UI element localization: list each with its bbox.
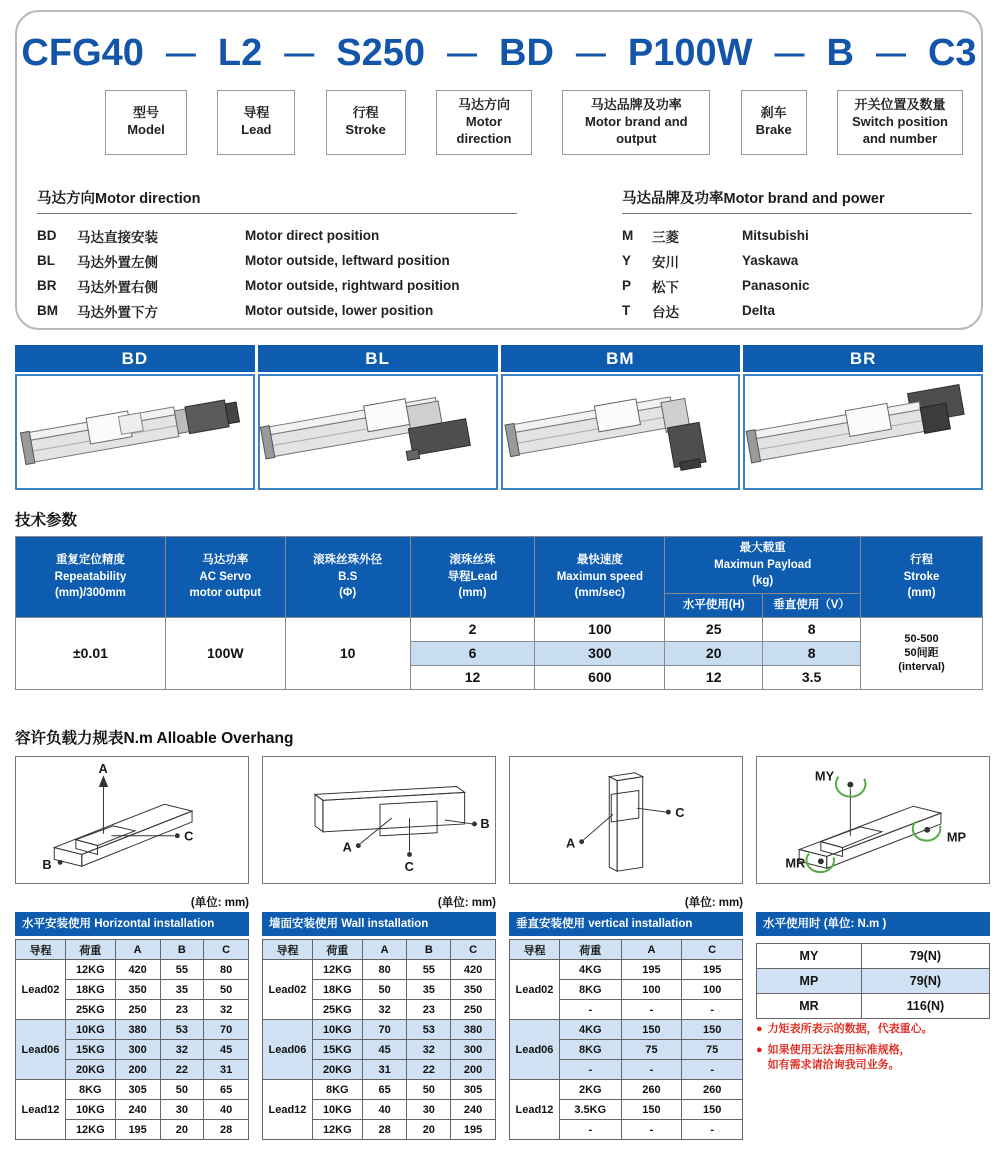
actuator-br-drawing bbox=[745, 376, 981, 488]
item-en: Delta bbox=[742, 303, 776, 318]
item-zh: 台达 bbox=[652, 304, 679, 320]
panel-bd bbox=[15, 345, 255, 490]
table-row: Lead12 8KG 305 50 65 bbox=[16, 1080, 249, 1100]
vertical-installation-table bbox=[509, 912, 743, 1140]
model-segment: B bbox=[826, 32, 854, 74]
model-segment: S250 bbox=[336, 32, 426, 74]
col-header: 荷重 bbox=[312, 940, 362, 960]
table-row: 12KG 195 20 28 bbox=[16, 1120, 249, 1140]
col-header: 荷重 bbox=[65, 940, 115, 960]
unit-label-mm: (单位: mm) bbox=[190, 897, 249, 909]
lead-label: Lead02 bbox=[16, 960, 66, 1020]
th-lead: 滚珠丝珠 导程Lead (mm) bbox=[410, 537, 535, 618]
cell-payload-h: 12 bbox=[665, 665, 763, 689]
motor-brand-item bbox=[622, 273, 972, 298]
diagram-label-my: MY bbox=[814, 768, 835, 784]
legend-zh: 马达方向 bbox=[457, 97, 510, 112]
table-row: Lead06 10KG 380 53 70 bbox=[16, 1020, 249, 1040]
diagram-label-a: A bbox=[565, 835, 576, 851]
cell-speed: 100 bbox=[535, 617, 665, 641]
cell-payload-v: 8 bbox=[763, 617, 861, 641]
panel-bl bbox=[258, 345, 498, 490]
item-code: BD bbox=[37, 228, 57, 243]
moment-table bbox=[756, 943, 990, 1019]
legend-box-lead bbox=[217, 90, 295, 155]
col-header: 导程 bbox=[510, 940, 560, 960]
table-row: 3.5KG 150 150 bbox=[510, 1100, 743, 1120]
table-row: 10KG 40 30 240 bbox=[263, 1100, 496, 1120]
title-en: Motor direction bbox=[95, 191, 201, 207]
note-text: 如果使用无法套用标准规格， bbox=[767, 1044, 911, 1056]
panel-bd-image bbox=[15, 374, 255, 490]
diagram-label-c: C bbox=[404, 859, 414, 875]
diagram-vertical bbox=[509, 756, 743, 884]
legend-en: Stroke bbox=[345, 122, 386, 138]
motor-brand-title bbox=[622, 187, 972, 214]
legend-en: Model bbox=[127, 122, 165, 138]
motor-direction-item bbox=[37, 298, 517, 323]
legend-en: Brake bbox=[755, 122, 792, 138]
dash-separator: — bbox=[165, 36, 196, 70]
header-row bbox=[16, 940, 249, 960]
panel-br bbox=[743, 345, 983, 490]
item-code: Y bbox=[622, 253, 632, 268]
diagram-label-a: A bbox=[342, 839, 352, 855]
legend-box-stroke bbox=[326, 90, 406, 155]
dash-separator: — bbox=[447, 36, 478, 70]
motor-brand-list bbox=[622, 187, 972, 323]
dash-separator: — bbox=[284, 36, 315, 70]
th-payload-horizontal: 水平使用(H) bbox=[665, 594, 763, 618]
diagram-horizontal bbox=[15, 756, 249, 884]
overhang-title: 容许负载力规表N.m Alloable Overhang bbox=[15, 730, 294, 747]
vertical-installation-title: 垂直安装使用 vertical installation bbox=[509, 912, 743, 936]
col-header: 荷重 bbox=[559, 940, 621, 960]
item-zh: 马达直接安装 bbox=[77, 229, 158, 245]
notes-block bbox=[756, 1022, 996, 1079]
th-payload-vertical: 垂直使用（V） bbox=[763, 594, 861, 618]
bullet-icon: ● bbox=[756, 1023, 763, 1035]
table-row: 18KG 350 35 50 bbox=[16, 980, 249, 1000]
legend-zh: 马达品牌及功率 bbox=[590, 97, 682, 112]
table-row: 10KG 240 30 40 bbox=[16, 1100, 249, 1120]
table-row: Lead02 12KG 80 55 420 bbox=[263, 960, 496, 980]
lead-label: Lead06 bbox=[510, 1020, 560, 1080]
legend-en: Switch position and number bbox=[851, 113, 948, 146]
table-row: Lead06 10KG 70 53 380 bbox=[263, 1020, 496, 1040]
item-code: T bbox=[622, 303, 631, 318]
title-zh: 马达方向 bbox=[37, 191, 95, 207]
panel-bl-image bbox=[258, 374, 498, 490]
item-zh: 马达外置左侧 bbox=[77, 254, 158, 270]
table-row: 20KG 200 22 31 bbox=[16, 1060, 249, 1080]
horizontal-installation-title: 水平安装使用 Horizontal installation bbox=[15, 912, 249, 936]
diagram-moments bbox=[756, 756, 990, 884]
legend-zh: 型号 bbox=[132, 105, 159, 121]
item-en: Panasonic bbox=[742, 278, 810, 293]
th-motor-output: 马达功率 AC Servo motor output bbox=[165, 537, 285, 618]
col-header: B bbox=[160, 940, 204, 960]
legend-zh: 导程 bbox=[243, 105, 270, 121]
header-row bbox=[510, 940, 743, 960]
motor-direction-title bbox=[37, 187, 517, 214]
col-header: A bbox=[115, 940, 160, 960]
th-max-speed: 最快速度 Maximun speed (mm/sec) bbox=[535, 537, 665, 618]
table-row: - - - bbox=[510, 1000, 743, 1020]
panel-bm-image bbox=[501, 374, 741, 490]
tech-specs-table bbox=[15, 536, 983, 690]
cell-speed: 300 bbox=[535, 641, 665, 665]
model-segment: P100W bbox=[627, 32, 753, 74]
th-ballscrew-dia: 滚珠丝珠外径 B.S (Φ) bbox=[285, 537, 410, 618]
motor-brand-item bbox=[622, 248, 972, 273]
col-header: B bbox=[407, 940, 451, 960]
legend-en: Lead bbox=[241, 122, 272, 138]
model-code-section bbox=[15, 10, 983, 330]
table-row: 12KG 28 20 195 bbox=[263, 1120, 496, 1140]
table-row: Lead12 8KG 65 50 305 bbox=[263, 1080, 496, 1100]
col-header: C bbox=[204, 940, 249, 960]
col-header: 导程 bbox=[16, 940, 66, 960]
table-row: 20KG 31 22 200 bbox=[263, 1060, 496, 1080]
col-header: A bbox=[362, 940, 407, 960]
col-header: A bbox=[621, 940, 682, 960]
cell-repeatability: ±0.01 bbox=[16, 617, 166, 689]
col-header: C bbox=[682, 940, 743, 960]
motor-direction-item bbox=[37, 273, 517, 298]
lead-label: Lead12 bbox=[16, 1080, 66, 1140]
panel-br-image bbox=[743, 374, 983, 490]
cell-stroke: 50-500 50间距 (interval) bbox=[861, 617, 983, 689]
item-en: Yaskawa bbox=[742, 253, 799, 268]
table-row: MY 79(N) bbox=[757, 944, 990, 969]
bullet-icon: ● bbox=[756, 1044, 763, 1056]
legend-box-switch bbox=[837, 90, 963, 155]
item-code: BL bbox=[37, 253, 55, 268]
cell-speed: 600 bbox=[535, 665, 665, 689]
panel-br-header: BR bbox=[743, 345, 983, 372]
diagram-label-a: A bbox=[98, 760, 108, 776]
motor-brand-item bbox=[622, 223, 972, 248]
table-row: Lead12 2KG 260 260 bbox=[510, 1080, 743, 1100]
model-segment: CFG40 bbox=[21, 32, 144, 74]
note-item bbox=[756, 1043, 996, 1073]
legend-zh: 行程 bbox=[352, 105, 379, 121]
legend-box-motor-brand bbox=[562, 90, 710, 155]
cell-lead: 2 bbox=[410, 617, 535, 641]
actuator-bd-drawing bbox=[17, 376, 253, 488]
model-segment: C3 bbox=[927, 32, 977, 74]
panel-bm-header: BM bbox=[501, 345, 741, 372]
lead-label: Lead06 bbox=[16, 1020, 66, 1080]
legend-en: Motor brand and output bbox=[585, 113, 688, 146]
item-code: M bbox=[622, 228, 634, 243]
diagram-label-mr: MR bbox=[785, 855, 806, 871]
cell-motor-output: 100W bbox=[165, 617, 285, 689]
table-row: Lead06 4KG 150 150 bbox=[510, 1020, 743, 1040]
title-zh: 马达品牌及功率 bbox=[622, 191, 724, 207]
diagram-label-mp: MP bbox=[946, 829, 966, 845]
panel-bm bbox=[501, 345, 741, 490]
cell-lead: 6 bbox=[410, 641, 535, 665]
dash-separator: — bbox=[774, 36, 805, 70]
table-row: Lead02 12KG 420 55 80 bbox=[16, 960, 249, 980]
model-segment: BD bbox=[499, 32, 554, 74]
note-text: 如有需求请洽询我司业务。 bbox=[767, 1059, 900, 1071]
item-code: P bbox=[622, 278, 632, 293]
table-row: - - - bbox=[510, 1120, 743, 1140]
panel-bl-header: BL bbox=[258, 345, 498, 372]
cell-ballscrew-dia: 10 bbox=[285, 617, 410, 689]
col-header: C bbox=[451, 940, 496, 960]
diagram-wall bbox=[262, 756, 496, 884]
lead-label: Lead02 bbox=[510, 960, 560, 1020]
legend-zh: 刹车 bbox=[760, 105, 787, 121]
table-row: - - - bbox=[510, 1060, 743, 1080]
tech-row bbox=[16, 617, 983, 641]
motor-direction-item bbox=[37, 248, 517, 273]
item-code: BM bbox=[37, 303, 58, 318]
actuator-bm-drawing bbox=[503, 376, 739, 488]
col-header: 导程 bbox=[263, 940, 313, 960]
header-row bbox=[263, 940, 496, 960]
item-zh: 松下 bbox=[652, 279, 679, 295]
model-segment: L2 bbox=[217, 32, 263, 74]
product-panels bbox=[15, 345, 983, 490]
unit-label-mm: (单位: mm) bbox=[684, 897, 743, 909]
item-code: BR bbox=[37, 278, 57, 293]
motor-direction-list bbox=[37, 187, 517, 323]
horizontal-installation-table bbox=[15, 912, 249, 1140]
lead-label: Lead12 bbox=[510, 1080, 560, 1140]
item-en: Motor direct position bbox=[245, 228, 380, 243]
cell-payload-v: 3.5 bbox=[763, 665, 861, 689]
diagram-label-b: B bbox=[480, 815, 490, 831]
diagram-label-c: C bbox=[184, 828, 194, 844]
th-stroke: 行程 Stroke (mm) bbox=[861, 537, 983, 618]
legend-zh: 开关位置及数量 bbox=[854, 97, 946, 112]
moment-table-block bbox=[756, 912, 990, 1019]
diagram-label-c: C bbox=[675, 805, 685, 821]
table-row: 8KG 100 100 bbox=[510, 980, 743, 1000]
table-row: 8KG 75 75 bbox=[510, 1040, 743, 1060]
table-row: 18KG 50 35 350 bbox=[263, 980, 496, 1000]
item-en: Motor outside, lower position bbox=[245, 303, 434, 318]
item-en: Motor outside, leftward position bbox=[245, 253, 450, 268]
lead-label: Lead06 bbox=[263, 1020, 313, 1080]
motor-direction-item bbox=[37, 223, 517, 248]
title-en: Motor brand and power bbox=[723, 191, 885, 207]
panel-bd-header: BD bbox=[15, 345, 255, 372]
wall-installation-title: 墙面安装使用 Wall installation bbox=[262, 912, 496, 936]
actuator-bl-drawing bbox=[260, 376, 496, 488]
tech-specs-title: 技术参数 bbox=[15, 512, 78, 529]
legend-box-brake bbox=[741, 90, 807, 155]
item-zh: 马达外置右侧 bbox=[77, 279, 158, 295]
unit-label-mm: (单位: mm) bbox=[437, 897, 496, 909]
legend-box-model bbox=[105, 90, 187, 155]
item-zh: 三菱 bbox=[652, 229, 679, 245]
model-legend-row bbox=[105, 90, 963, 155]
note-item bbox=[756, 1022, 996, 1037]
cell-payload-v: 8 bbox=[763, 641, 861, 665]
diagram-label-b: B bbox=[42, 857, 52, 873]
model-code-line bbox=[17, 32, 981, 75]
table-row: 25KG 250 23 32 bbox=[16, 1000, 249, 1020]
item-zh: 马达外置下方 bbox=[77, 304, 158, 320]
table-row: 15KG 300 32 45 bbox=[16, 1040, 249, 1060]
table-row: 15KG 45 32 300 bbox=[263, 1040, 496, 1060]
item-zh: 安川 bbox=[652, 254, 679, 270]
cell-payload-h: 25 bbox=[665, 617, 763, 641]
note-text: 力矩表所表示的数据，代表重心。 bbox=[767, 1023, 933, 1035]
th-repeatability: 重复定位精度 Repeatability (mm)/300mm bbox=[16, 537, 166, 618]
table-row: MR 116(N) bbox=[757, 994, 990, 1019]
table-row: MP 79(N) bbox=[757, 969, 990, 994]
legend-en: Motor direction bbox=[456, 113, 512, 146]
dash-separator: — bbox=[875, 36, 906, 70]
table-row: 25KG 32 23 250 bbox=[263, 1000, 496, 1020]
item-en: Motor outside, rightward position bbox=[245, 278, 460, 293]
th-max-payload: 最大载重 Maximun Payload (kg) bbox=[665, 537, 861, 594]
item-en: Mitsubishi bbox=[742, 228, 809, 243]
lead-label: Lead02 bbox=[263, 960, 313, 1020]
legend-box-motor-direction bbox=[436, 90, 532, 155]
cell-lead: 12 bbox=[410, 665, 535, 689]
table-row: Lead02 4KG 195 195 bbox=[510, 960, 743, 980]
dash-separator: — bbox=[575, 36, 606, 70]
motor-brand-item bbox=[622, 298, 972, 323]
cell-payload-h: 20 bbox=[665, 641, 763, 665]
wall-installation-table bbox=[262, 912, 496, 1140]
moment-table-title: 水平使用时 (单位: N.m ) bbox=[756, 912, 990, 936]
lead-label: Lead12 bbox=[263, 1080, 313, 1140]
